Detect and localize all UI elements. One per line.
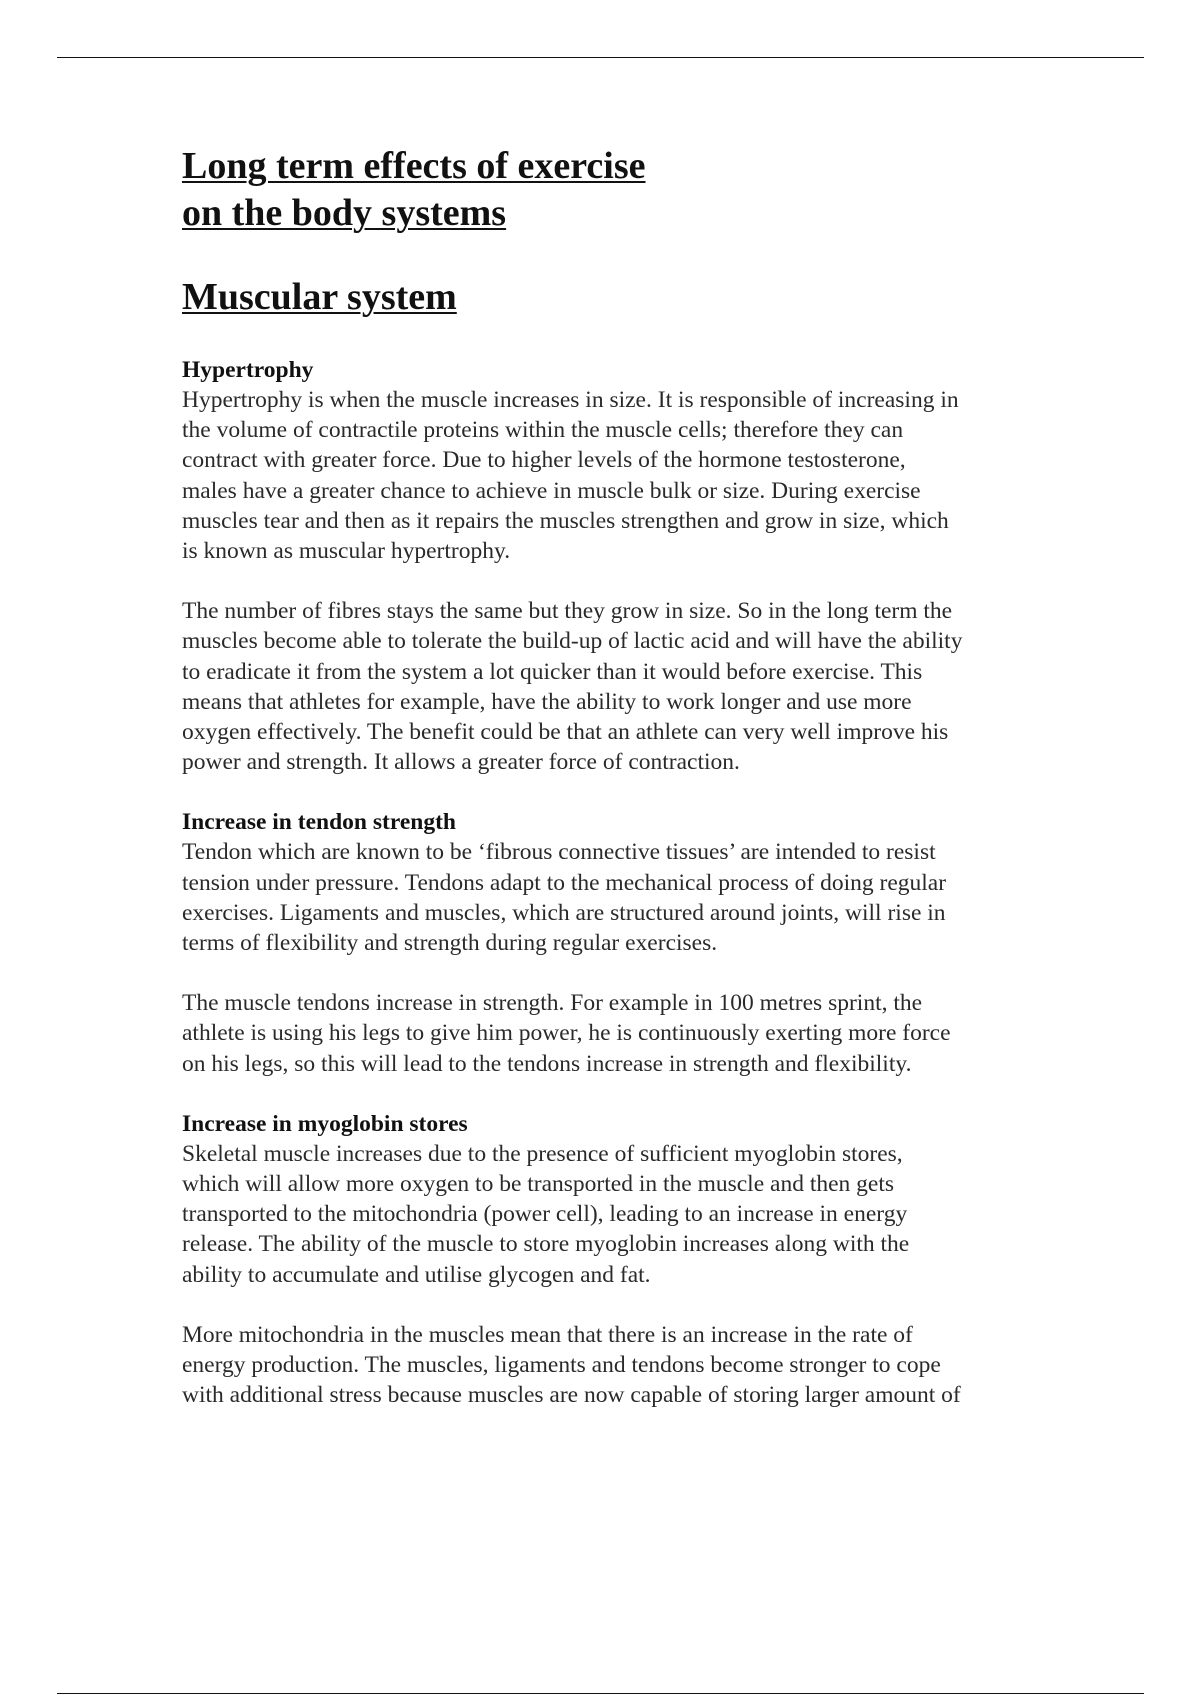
- subsection-tendon-strength: [182, 807, 1082, 1078]
- document-title-line: on the body systems: [182, 192, 507, 234]
- paragraph: The muscle tendons increase in strength. For example in 100 metres sprint, the athlete is using his legs to give him power, he is continuously exerting more force on his legs, so this will lead to the tendons increase in strength and flexibility.: [182, 990, 951, 1077]
- footer-rule: [57, 1693, 1144, 1694]
- document-title: [182, 143, 1082, 237]
- subsection-hypertrophy: [182, 355, 1082, 777]
- paragraph: Hypertrophy is when the muscle increases in size. It is responsible of increasing in the volume of contractile proteins within the muscle cells; therefore they can contract with greater force. Due to higher levels of the hormone testosterone, males have a greater chance to achieve in muscle bulk or size. During exercise muscles tear and then as it repairs the muscles strengthen and grow in size, which is known as muscular hypertrophy.: [182, 387, 959, 565]
- subsection-heading: Hypertrophy: [182, 357, 314, 383]
- paragraph: The number of fibres stays the same but they grow in size. So in the long term the muscles become able to tolerate the build-up of lactic acid and will have the ability to eradicate it from the system a lot quicker than it would before exercise. This means that athletes for example, have the ability to work longer and use more oxygen effectively. The benefit could be that an athlete can very well improve his power and strength. It allows a greater force of contraction.: [182, 598, 963, 776]
- subsection-heading: Increase in tendon strength: [182, 809, 456, 836]
- paragraph: Skeletal muscle increases due to the presence of sufficient myoglobin stores, which will allow more oxygen to be transported in the muscle and then gets transported to the mitochondria (power cell), leading to an increase in energy release. The ability of the muscle to store myoglobin increases along with the ability to accumulate and utilise glycogen and fat.: [182, 1140, 910, 1288]
- header-rule: [57, 57, 1144, 58]
- subsection-myoglobin-stores: [182, 1109, 1082, 1411]
- paragraph: More mitochondria in the muscles mean that there is an increase in the rate of energy production. The muscles, ligaments and tendons become stronger to cope with additional stress because muscles are now capable of storing larger amount of: [182, 1321, 961, 1409]
- document-body: [182, 143, 1082, 1410]
- document-title-line: Long term effects of exercise: [182, 145, 646, 187]
- paragraph: Tendon which are known to be ‘fibrous connective tissues’ are intended to resist tension under pressure. Tendons adapt to the mechanical process of doing regular exercises. Ligaments and muscles, which are structured around joints, will rise in terms of flexibility and strength during regular exercises.: [182, 839, 947, 957]
- section-title: Muscular system: [182, 276, 457, 318]
- subsection-heading: Increase in myoglobin stores: [182, 1110, 468, 1137]
